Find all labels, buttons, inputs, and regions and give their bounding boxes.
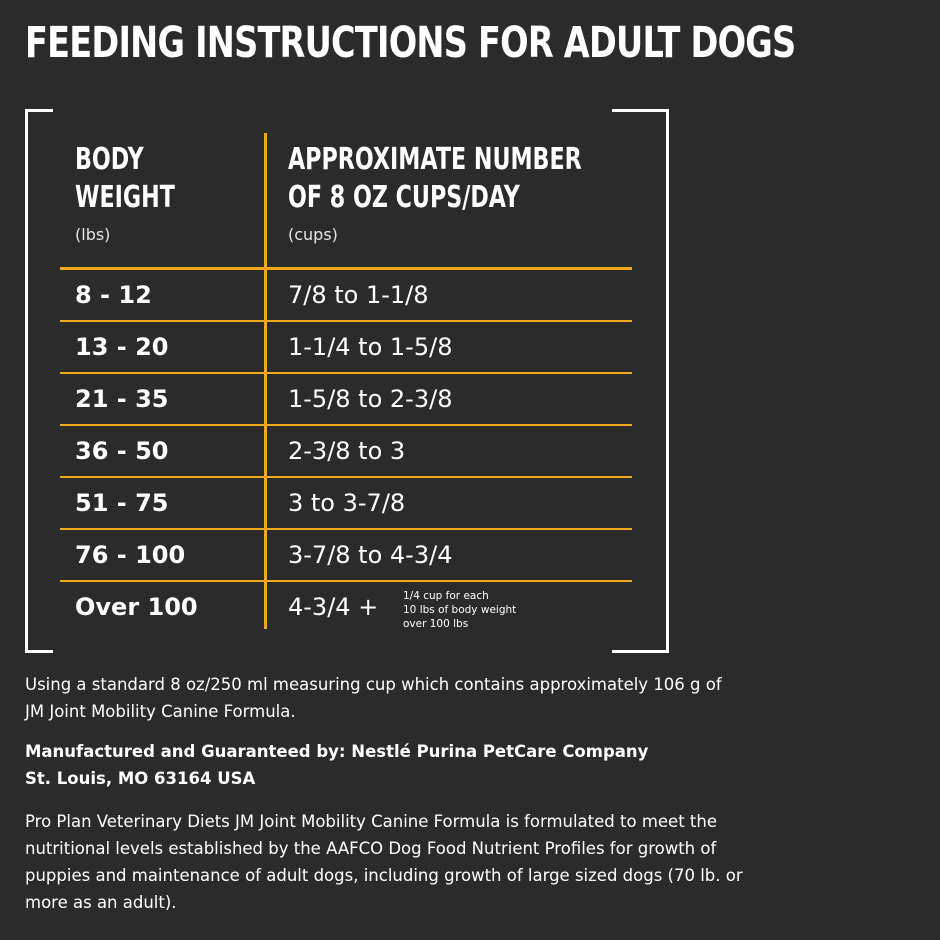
row-divider: [60, 580, 632, 582]
table-bracket-right: [612, 109, 669, 653]
cups-cell: 3 to 3-7/8: [288, 489, 406, 517]
table-bracket-left: [25, 109, 53, 653]
page-title: FEEDING INSTRUCTIONS FOR ADULT DOGS: [25, 18, 796, 68]
weight-cell: Over 100: [75, 593, 198, 621]
weight-cell: 36 - 50: [75, 437, 169, 465]
weight-cell: 13 - 20: [75, 333, 169, 361]
cups-cell: 2-3/8 to 3: [288, 437, 406, 465]
cups-cell: 1-1/4 to 1-5/8: [288, 333, 453, 361]
weight-cell: 21 - 35: [75, 385, 169, 413]
column-unit-lbs: (lbs): [75, 225, 111, 244]
cups-cell: 1-5/8 to 2-3/8: [288, 385, 453, 413]
row-divider: [60, 372, 632, 374]
weight-cell: 51 - 75: [75, 489, 169, 517]
column-header-cups: APPROXIMATE NUMBER OF 8 OZ CUPS/DAY: [288, 142, 582, 215]
cups-cell: 3-7/8 to 4-3/4: [288, 541, 453, 569]
column-header-body-weight: BODY WEIGHT: [75, 142, 175, 215]
weight-cell: 76 - 100: [75, 541, 186, 569]
row-divider: [60, 476, 632, 478]
row-divider: [60, 528, 632, 530]
cups-cell: 4-3/4 +: [288, 593, 379, 621]
header-divider: [60, 267, 632, 270]
manufacturer-info: Manufactured and Guaranteed by: Nestlé Purina PetCare Company St. Louis, MO 63164 USA: [25, 742, 649, 788]
column-divider: [264, 133, 267, 629]
weight-cell: 8 - 12: [75, 281, 152, 309]
column-unit-cups: (cups): [288, 225, 338, 244]
measuring-cup-note: Using a standard 8 oz/250 ml measuring cup which contains approximately 106 g of JM Joint Mobility Canine Formula.: [25, 675, 722, 721]
row-divider: [60, 424, 632, 426]
row-divider: [60, 320, 632, 322]
aafco-statement: Pro Plan Veterinary Diets JM Joint Mobility Canine Formula is formulated to meet the nutritional levels established by the AAFCO Dog Food Nutrient Profiles for growth of puppies and maintenance of adult dogs, including growth of large sized dogs (70 lb. or more as an adult).: [25, 812, 743, 912]
cups-cell: 7/8 to 1-1/8: [288, 281, 429, 309]
over-100-note: 1/4 cup for each 10 lbs of body weight over 100 lbs: [403, 590, 517, 630]
